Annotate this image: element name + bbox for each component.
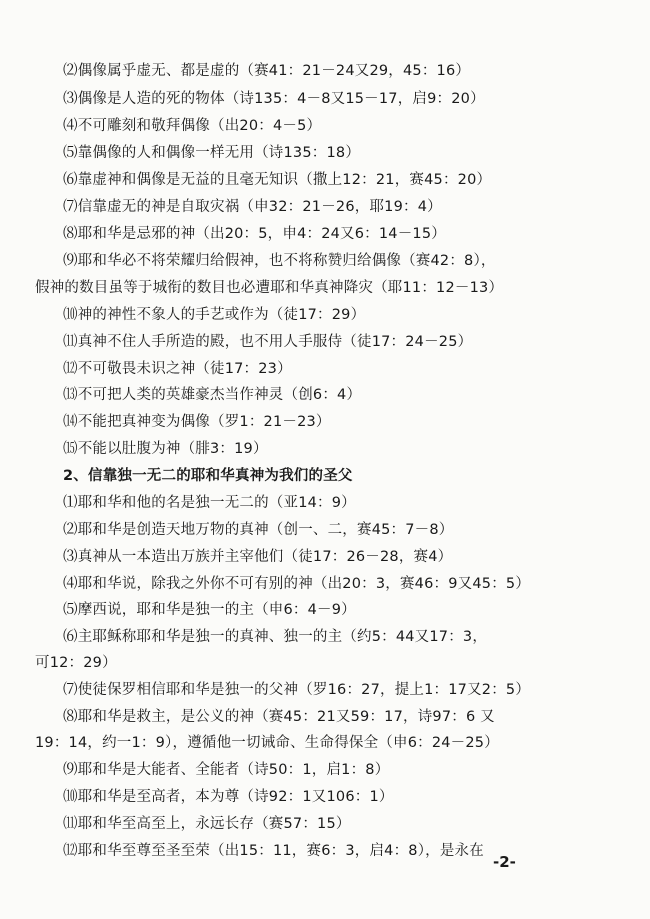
page-number: -2- [493, 853, 516, 871]
text-line: ⑺信靠虚无的神是自取灾祸（申32：21－26，耶19：4） [63, 199, 442, 215]
text-line: 可12：29） [35, 655, 117, 671]
text-line: ⑵偶像属乎虚无、都是虚的（赛41：21－24又29，45：16） [63, 63, 471, 79]
text-line: ⑼耶和华是大能者、全能者（诗50：1，启1：8） [63, 762, 390, 778]
text-line: ⑶真神从一本造出万族并主宰他们（徒17：26－28，赛4） [63, 549, 453, 565]
text-line: ⑴耶和华和他的名是独一无二的（亚14：9） [63, 495, 356, 511]
text-line: ⑺使徒保罗相信耶和华是独一的父神（罗16：27，提上1：17又2：5） [63, 682, 531, 698]
text-line: ⑿不可敬畏未识之神（徒17：23） [63, 361, 292, 377]
text-line: ⑻耶和华是忌邪的神（出20：5，申4：24又6：14－15） [63, 226, 446, 242]
text-line: ⑹主耶稣称耶和华是独一的真神、独一的主（约5：44又17：3， [63, 629, 488, 645]
text-line: ⑾耶和华至高至上，永远长存（赛57：15） [63, 816, 351, 832]
text-line: ⑽耶和华是至高者，本为尊（诗92：1又106：1） [63, 789, 394, 805]
text-line: ⑸摩西说，耶和华是独一的主（申6：4－9） [63, 602, 356, 618]
text-line: ⑸靠偶像的人和偶像一样无用（诗135：18） [63, 145, 361, 161]
text-line: ⑵耶和华是创造天地万物的真神（创一、二，赛45：7－8） [63, 522, 454, 538]
text-line: ⒀不可把人类的英雄豪杰当作神灵（创6：4） [63, 387, 362, 403]
text-line: ⑹靠虚神和偶像是无益的且毫无知识（撒上12：21，赛45：20） [63, 172, 492, 188]
text-line: ⑷耶和华说，除我之外你不可有别的神（出20：3，赛46：9又45：5） [63, 576, 531, 592]
text-line: ⑻耶和华是救主，是公义的神（赛45：21又59：17，诗97：6 又 [63, 709, 495, 725]
text-line: ⑼耶和华必不将荣耀归给假神，也不将称赞归给偶像（赛42：8）， [63, 253, 496, 269]
text-line: ⑷不可雕刻和敬拜偶像（出20：4－5） [63, 118, 322, 134]
text-line: ⑿耶和华至尊至圣至荣（出15：11，赛6：3，启4：8），是永在 [63, 843, 484, 859]
text-line: ⒁不能把真神变为偶像（罗1：21－23） [63, 414, 331, 430]
section-heading: 2、信靠独一无二的耶和华真神为我们的圣父 [63, 468, 353, 484]
text-line: ⑾真神不住人手所造的殿，也不用人手服侍（徒17：24－25） [63, 334, 473, 350]
text-line: ⑶偶像是人造的死的物体（诗135：4－8又15－17，启9：20） [63, 91, 485, 107]
text-line: ⑽神的神性不象人的手艺或作为（徒17：29） [63, 307, 366, 323]
text-line: 19：14，约一1：9），遵循他一切诫命、生命得保全（申6：24－25） [35, 735, 499, 751]
text-line: 假神的数目虽等于城衔的数目也必遭耶和华真神降灾（耶11：12－13） [35, 280, 504, 296]
text-line: ⒂不能以肚腹为神（腓3：19） [63, 441, 268, 457]
